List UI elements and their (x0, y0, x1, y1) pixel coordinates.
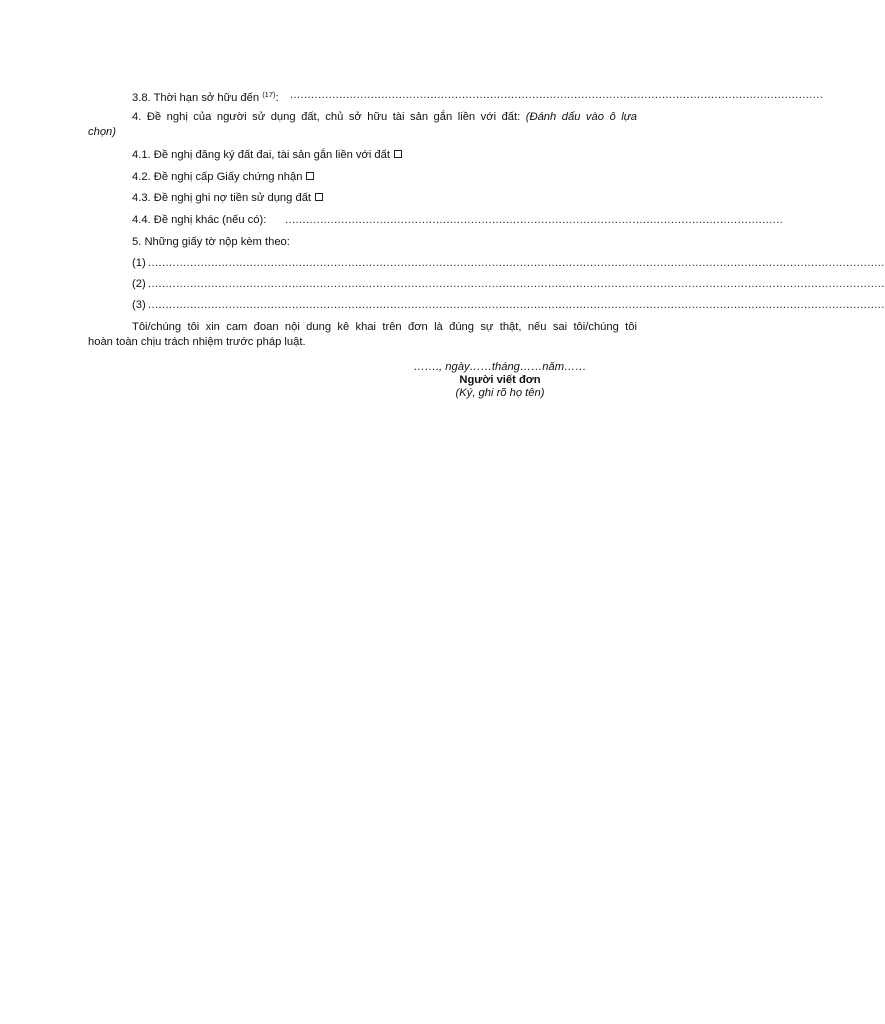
item-4-3-checkbox[interactable] (315, 193, 323, 201)
item-4-1-label: 4.1. Đề nghị đăng ký đất đai, tài sản gắn liền với đất (132, 149, 390, 161)
item-4-1 (132, 148, 402, 162)
signature-note: (Ký, ghi rõ họ tên) (455, 387, 545, 399)
signature-title: Người viết đơn (459, 374, 541, 386)
attachment-entry-2-leader: .................................................................................................................................................................................................................. (148, 278, 885, 290)
item-4-4-leader: .............................................................................................................................................. (285, 214, 784, 226)
item-3-8-label: 3.8. Thời hạn sở hữu đến (132, 92, 263, 104)
dotted-leader: ........................................................................................................................................................ (290, 89, 824, 101)
item-3-8-colon: : (275, 92, 279, 104)
declaration-line-1: Tôi/chúng tôi xin cam đoan nội dung kê khai trên đơn là đúng sự thật, nếu sai tôi/chúng tôi (132, 321, 637, 333)
item-4-3 (132, 191, 323, 205)
attachment-entry-2: (2) (132, 278, 146, 290)
declaration-line-2: hoàn toàn chịu trách nhiệm trước pháp luật. (88, 336, 306, 348)
item-4-3-label: 4.3. Đề nghị ghi nợ tiền sử dụng đất (132, 192, 312, 204)
item-4-2-label: 4.2. Đề nghị cấp Giấy chứng nhận (132, 171, 303, 183)
footnote-marker: (17) (262, 90, 276, 99)
item-4-text: 4. Đề nghị của người sử dụng đất, chủ sở hữu tài sản gắn liền với đất: (132, 111, 526, 123)
item-4-4 (132, 213, 266, 227)
item-4-2 (132, 170, 314, 184)
item-4-line2: chọn) (88, 126, 116, 138)
item-4-1-checkbox[interactable] (394, 150, 402, 158)
attachment-entry-1: (1) (132, 257, 146, 269)
attachment-entry-3-leader: .................................................................................................................................................................................................................. (148, 299, 885, 311)
item-4-2-checkbox[interactable] (306, 172, 314, 180)
item-4-italic-note: (Đánh dấu vào ô lựa (525, 111, 637, 123)
item-4-4-label: 4.4. Đề nghị khác (nếu có): (132, 214, 267, 226)
attachment-entry-3: (3) (132, 299, 146, 311)
attachment-entry-1-leader: .................................................................................................................................................................................................................. (148, 257, 885, 269)
item-3-8 (132, 88, 279, 105)
item-5-label: 5. Những giấy tờ nộp kèm theo: (132, 236, 290, 248)
signature-date-line: ……., ngày……tháng……năm…… (413, 361, 587, 373)
item-4-line1 (132, 110, 637, 124)
